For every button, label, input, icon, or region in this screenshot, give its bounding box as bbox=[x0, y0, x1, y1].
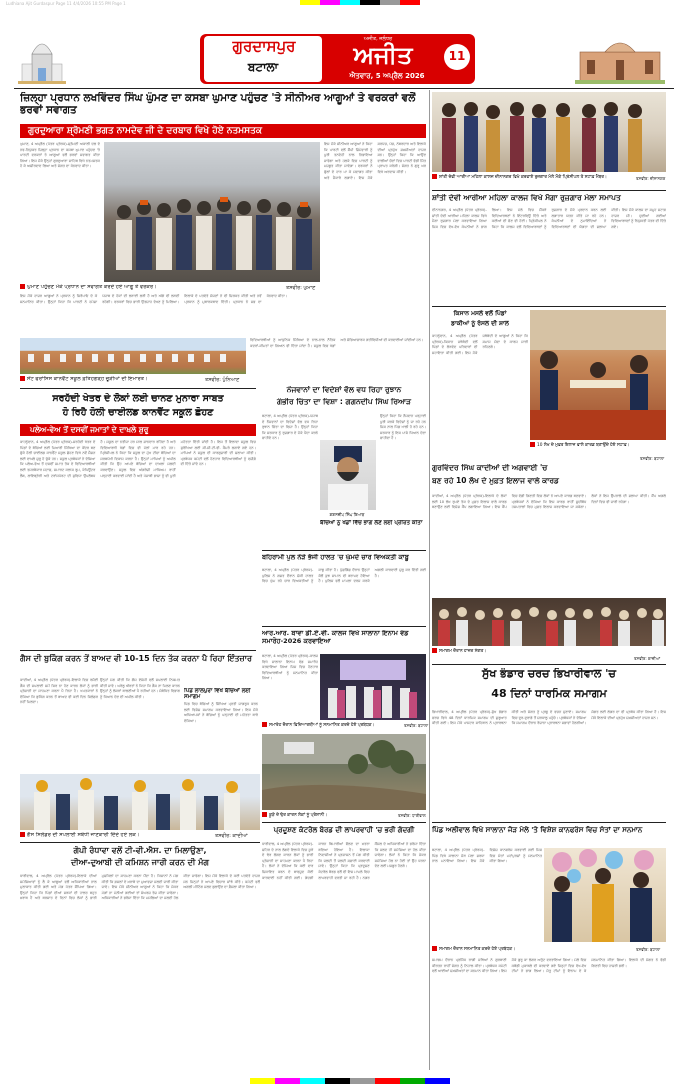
caption-marker-icon bbox=[262, 812, 267, 817]
color-swatch-strip bbox=[300, 0, 420, 5]
school-strip-caption: ਸੇਂਟ ਫਰਾਂਸਿਸ ਕਾਨਵੈਂਟ ਸਕੂਲ ਫ਼ਤਿਹਗੜ੍ਹ ਚੂੜੀਆਂ ਦੀ ਇਮਾਰਤ। bbox=[20, 376, 200, 384]
aid-headline-1: ਕਿਸਾਨ ਮਸਲੇ ਵਲੋਂ ਪਿੰਡਾਂ bbox=[453, 310, 507, 317]
samagam-body: ਭਿਖਾਰੀਵਾਲ, 4 ਅਪ੍ਰੈਲ (ਪੱਤਰ ਪ੍ਰੇਰਕ)-ਸੁੱਖ ਭੰਡਾਰ ਚਰਚ ਵਿਖੇ 48 ਦਿਨਾਂ ਧਾਰਮਿਕ ਸਮਾਗਮ ਦੀ ਸ਼ੁਰੂਆਤ ਕੀਤੀ ਗਈ। ਇਸ ਮੌਕੇ ਪਾਸਟਰ ਸਾਹਿਬਾਨ ਨੇ ਪ੍ਰਾਰਥਨਾ ਕੀਤੀ ਅਤੇ ਸੰਗਤ ਨੂੰ ਪ੍ਰਭੂ ਦੇ ਵਚਨ ਸੁਣਾਏ। ਸਮਾਗਮ ਵਿਚ ਦੂਰ-ਦੁਰਾਡੇ ਤੋਂ ਸ਼ਰਧਾਲੂ ਪਹੁੰਚੇ। ਪ੍ਰਬੰਧਕਾਂ ਨੇ ਦੱਸਿਆ ਕਿ ਸਮਾਗਮ ਦੌਰਾਨ ਰੋਜ਼ਾਨਾ ਪ੍ਰਾਰਥਨਾ ਸਭਾਵਾਂ ਹੋਣਗੀਆਂ। ਸੰਗਤ ਲਈ ਲੰਗਰ ਦਾ ਵੀ ਪ੍ਰਬੰਧ ਕੀਤਾ ਗਿਆ ਹੈ। ਇਸ ਮੌਕੇ ਇਲਾਕੇ ਦੀਆਂ ਪ੍ਰਮੁੱਖ ਸ਼ਖ਼ਸੀਅਤਾਂ ਹਾਜ਼ਰ ਸਨ। bbox=[432, 710, 666, 726]
club-headline-2: ਦੀਆ-ਦੁਆਬੀ ਦੀ ਕਮਿਸ਼ਨ ਜਾਰੀ ਕਰਨ ਦੀ ਮੰਗ bbox=[71, 858, 209, 867]
masthead-date: ਐਤਵਾਰ, 5 ਅਪ੍ਰੈਲ 2026 bbox=[349, 72, 425, 80]
crowd-caption: ਸਮਾਗਮ ਦੌਰਾਨ ਹਾਜ਼ਰ ਸੰਗਤ। bbox=[432, 648, 612, 656]
drain-credit: ਤਸਵੀਰ: ਧਾਰੀਵਾਲ bbox=[398, 813, 426, 818]
gas-photo bbox=[20, 774, 260, 830]
caption-marker-icon bbox=[20, 284, 25, 289]
road-body: ਬਟਾਲਾ, 4 ਅਪ੍ਰੈਲ (ਪੱਤਰ ਪ੍ਰੇਰਕ)-ਪੁਲਿਸ ਨੇ ਗਸ਼ਤ ਦੌਰਾਨ ਸ਼ੱਕੀ ਹਾਲਤ ਵਿਚ ਘੁੰਮ ਰਹੇ ਚਾਰ ਵਿਅਕਤੀਆਂ ਨੂੰ ਕਾਬੂ ਕੀਤਾ ਹੈ। ਪੁੱਛਗਿੱਛ ਦੌਰਾਨ ਉਨ੍ਹਾਂ ਕੋਲੋਂ ਕੁਝ ਸਾਮਾਨ ਵੀ ਬਰਾਮਦ ਹੋਇਆ ਹੈ। ਪੁਲਿਸ ਵਲੋਂ ਮਾਮਲਾ ਦਰਜ ਕਰਕੇ ਅਗਲੀ ਕਾਰਵਾਈ ਸ਼ੁਰੂ ਕਰ ਦਿੱਤੀ ਗਈ ਹੈ। bbox=[262, 568, 426, 584]
book-body-bottom: ਸਮਾਗਮ ਦੌਰਾਨ ਪ੍ਰਸਿੱਧ ਰਾਗੀ ਜਥਿਆਂ ਨੇ ਗੁਰਬਾਣੀ ਕੀਰਤਨ ਰਾਹੀਂ ਸੰਗਤ ਨੂੰ ਨਿਹਾਲ ਕੀਤਾ। ਪ੍ਰਬੰਧਕ ਕਮੇਟੀ ਵਲੋਂ ਆਈਆਂ ਸ਼ਖ਼ਸੀਅਤਾਂ ਦਾ ਸਨਮਾਨ ਕੀਤਾ ਗਿਆ। ਇਸ ਮੌਕੇ ਗੁਰੂ ਕਾ ਲੰਗਰ ਅਤੁੱਟ ਵਰਤਾਇਆ ਗਿਆ। ਮੇਲੇ ਵਿਚ ਕਬੱਡੀ ਮੁਕਾਬਲੇ ਵੀ ਕਰਵਾਏ ਗਏ ਜਿਨ੍ਹਾਂ ਵਿਚ ਵੱਖ-ਵੱਖ ਟੀਮਾਂ ਨੇ ਭਾਗ ਲਿਆ। ਜੇਤੂ ਟੀਮਾਂ ਨੂੰ ਇਨਾਮ ਦੇ ਕੇ ਸਨਮਾਨਿਤ ਕੀਤਾ ਗਿਆ। ਇਲਾਕੇ ਦੀ ਸੰਗਤ ਨੇ ਵੱਡੀ ਗਿਣਤੀ ਵਿਚ ਹਾਜ਼ਰੀ ਭਰੀ। bbox=[432, 958, 666, 974]
lead-photo-credit: ਤਸਵੀਰ: ਘੁਮਾਣ bbox=[286, 285, 316, 291]
gas-photo-caption: ਗੈਸ ਸਿਲੰਡਰ ਦੀ ਸਪਲਾਈ ਸਬੰਧੀ ਜਾਣਕਾਰੀ ਦਿੰਦੇ ਹੋਏ ਲੋਕ। bbox=[20, 832, 210, 840]
gas-body-mid: ਉਨ੍ਹਾਂ ਮੰਗ ਕੀਤੀ ਕਿ ਗੈਸ ਏਜੰਸੀ ਵਲੋਂ ਸਪਲਾਈ ਨਿਯਮਤ ਕੀਤੀ ਜਾਵੇ। ਘਰੇਲੂ ਔਰਤਾਂ ਨੇ ਕਿਹਾ ਕਿ ਗੈਸ ਨਾ ਮਿਲਣ ਕਾਰਨ ਉਨ੍ਹਾਂ ਨੂੰ ਲੱਕੜਾਂ ਬਾਲਣੀਆਂ ਪੈ ਰਹੀਆਂ ਹਨ। ਸੰਬੰਧਿਤ ਵਿਭਾਗ ਨੂੰ ਧਿਆਨ ਦੇਣ ਦੀ ਅਪੀਲ ਕੀਤੀ। bbox=[100, 678, 180, 699]
gas-body-left: ਕਾਦੀਆਂ, 4 ਅਪ੍ਰੈਲ (ਪੱਤਰ ਪ੍ਰੇਰਕ)-ਇਲਾਕੇ ਵਿਚ ਰਸੋਈ ਗੈਸ ਦੀ ਸਪਲਾਈ ਸਮੇਂ ਸਿਰ ਨਾ ਹੋਣ ਕਾਰਨ ਲੋਕਾਂ ਨੂੰ ਭਾਰੀ ਪ੍ਰੇਸ਼ਾਨੀ ਦਾ ਸਾਹਮਣਾ ਕਰਨਾ ਪੈ ਰਿਹਾ ਹੈ। ਖਪਤਕਾਰਾਂ ਨੇ ਦੱਸਿਆ ਕਿ ਬੁਕਿੰਗ ਕਰਨ ਤੋਂ ਬਾਅਦ ਵੀ ਕਈ ਦਿਨ ਸਿਲੰਡਰ ਨਹੀਂ ਮਿਲਦਾ। bbox=[20, 678, 98, 705]
college-photo bbox=[432, 92, 666, 172]
lead-photo-caption: ਘੁਮਾਣ ਪਹੁੰਚਣ ਮੌਕੇ ਪ੍ਰਧਾਨ ਦਾ ਸਵਾਗਤ ਕਰਦੇ ਹੋਏ ਆਗੂ ਤੇ ਵਰਕਰ। bbox=[20, 284, 280, 292]
masthead-city-sub: ਬਟਾਲਾ bbox=[247, 60, 279, 74]
school-subhead: ਪਲੇਅ-ਵੇਅ ਤੋਂ ਦਸਵੀਂ ਜਮਾਤਾਂ ਦੇ ਦਾਖ਼ਲੇ ਸ਼ੁਰੂ bbox=[20, 424, 256, 436]
book-photo bbox=[544, 848, 666, 942]
masthead-edition: ਅਜੀਤ, ਜਲੰਧਰ bbox=[363, 36, 393, 42]
fest-photo-credit: ਤਸਵੀਰ: ਬਟਾਲਾ bbox=[404, 723, 429, 728]
lead-subhead: ਗੁਰਦੁਆਰਾ ਸ਼੍ਰੋਮਣੀ ਭਗਤ ਨਾਮਦੇਵ ਜੀ ਦੇ ਦਰਬਾਰ ਵਿਖੇ ਹੋਏ ਨਤਮਸਤਕ bbox=[20, 124, 426, 138]
gurdwara-credit: ਤਸਵੀਰ: ਬਟਾਲਾ bbox=[640, 456, 665, 461]
mid-column-body-top: ਵਿਦਿਆਰਥੀਆਂ ਨੂੰ ਆਧੁਨਿਕ ਸਿੱਖਿਆ ਦੇ ਨਾਲ-ਨਾਲ ਨੈਤਿਕ ਕਦਰਾਂ-ਕੀਮਤਾਂ ਦਾ ਗਿਆਨ ਵੀ ਦਿੱਤਾ ਜਾਂਦਾ ਹੈ। ਸਕੂਲ ਵਿਚ ਖੇਡਾਂ ਅਤੇ ਸੱਭਿਆਚਾਰਕ ਗਤੀਵਿਧੀਆਂ ਵੀ ਕਰਵਾਈਆਂ ਜਾਂਦੀਆਂ ਹਨ। bbox=[250, 338, 424, 348]
masthead-banner bbox=[200, 34, 475, 84]
school-headline-2: ਹੋ ਰਿਹੈ ਹੋਲੀ ਚਾਈਲਡ ਕਾਨਵੈਂਟ ਸਕੂਲ ਛੋਹਣ bbox=[62, 407, 214, 418]
portrait-caption: ਗਗਨਦੀਪ ਸਿੰਘ ਰਿਆੜ bbox=[329, 512, 365, 517]
temple-illustration-left bbox=[18, 34, 66, 84]
lead-body-right: ਇਸ ਮੌਕੇ ਸੀਨੀਅਰ ਆਗੂਆਂ ਨੇ ਕਿਹਾ ਕਿ ਪਾਰਟੀ ਵਲੋਂ ਸੌਂਪੀ ਜ਼ਿੰਮੇਵਾਰੀ ਨੂੰ ਪੂਰੀ ਤਨਦੇਹੀ ਨਾਲ ਨਿਭਾਇਆ ਜਾਵੇਗਾ ਅਤੇ ਹਲਕੇ ਵਿਚ ਪਾਰਟੀ ਨੂੰ ਮਜ਼ਬੂਤ ਕੀਤਾ ਜਾਵੇਗਾ। ਵਰਕਰਾਂ ਨੇ ਫੁੱਲਾਂ ਦੇ ਹਾਰ ਪਾ ਕੇ ਸਵਾਗਤ ਕੀਤਾ ਅਤੇ ਜੈਕਾਰੇ ਲਗਾਏ। ਇਸ ਮੌਕੇ ਸਰਪੰਚ, ਪੰਚ, ਨੰਬਰਦਾਰ ਅਤੇ ਇਲਾਕੇ ਦੀਆਂ ਪ੍ਰਮੁੱਖ ਸ਼ਖ਼ਸੀਅਤਾਂ ਹਾਜ਼ਰ ਸਨ। ਉਨ੍ਹਾਂ ਕਿਹਾ ਕਿ ਆਉਣ ਵਾਲੀਆਂ ਚੋਣਾਂ ਵਿਚ ਪਾਰਟੀ ਵੱਡੀ ਜਿੱਤ ਪ੍ਰਾਪਤ ਕਰੇਗੀ। ਸੰਗਤ ਨੇ ਗੁਰੂ ਘਰ ਵਿਖੇ ਅਰਦਾਸ ਕੀਤੀ। bbox=[324, 142, 426, 180]
crowd-credit: ਤਸਵੀਰ: ਕਾਦੀਆਂ bbox=[634, 656, 661, 661]
divider bbox=[20, 650, 256, 651]
mid-body-left: ਬਟਾਲਾ, 4 ਅਪ੍ਰੈਲ (ਪੱਤਰ ਪ੍ਰੇਰਕ)-ਪੰਜਾਬ ਦੇ ਨੌਜਵਾਨਾਂ ਦਾ ਵਿਦੇਸ਼ਾਂ ਵੱਲ ਵਧ ਰਿਹਾ ਰੁਝਾਨ ਚਿੰਤਾ ਦਾ ਵਿਸ਼ਾ ਹੈ। ਉਨ੍ਹਾਂ ਕਿਹਾ ਕਿ ਸਰਕਾਰ ਨੂੰ ਰੁਜ਼ਗਾਰ ਦੇ ਮੌਕੇ ਪੈਦਾ ਕਰਨੇ ਚਾਹੀਦੇ ਹਨ। bbox=[262, 414, 318, 441]
lead-body-bottom: ਇਸ ਮੌਕੇ ਹਾਜ਼ਰ ਆਗੂਆਂ ਨੇ ਪ੍ਰਧਾਨ ਨੂੰ ਸਿਰੋਪਾਓ ਦੇ ਕੇ ਸਨਮਾਨਿਤ ਕੀਤਾ। ਉਨ੍ਹਾਂ ਕਿਹਾ ਕਿ ਪਾਰਟੀ ਨੇ ਹਮੇਸ਼ਾ ਪੰਜਾਬ ਦੇ ਹੱਕਾਂ ਦੀ ਲੜਾਈ ਲੜੀ ਹੈ ਅਤੇ ਅੱਗੇ ਵੀ ਲੜਦੀ ਰਹੇਗੀ। ਵਰਕਰਾਂ ਵਿਚ ਭਾਰੀ ਉਤਸ਼ਾਹ ਦੇਖਣ ਨੂੰ ਮਿਲਿਆ। ਇਲਾਕੇ ਦੇ ਪਤਵੰਤੇ ਸੱਜਣਾਂ ਨੇ ਵੀ ਸ਼ਿਰਕਤ ਕੀਤੀ ਅਤੇ ਨਵੇਂ ਪ੍ਰਧਾਨ ਨੂੰ ਮੁਬਾਰਕਬਾਦ ਦਿੱਤੀ। ਪ੍ਰਧਾਨ ਨੇ ਸਭ ਦਾ ਧੰਨਵਾਦ ਕੀਤਾ। bbox=[20, 294, 288, 304]
caption-marker-icon bbox=[432, 174, 437, 179]
fest-body-left: ਬਟਾਲਾ, 4 ਅਪ੍ਰੈਲ (ਪੱਤਰ ਪ੍ਰੇਰਕ)-ਕਾਲਜ ਵਿਖੇ ਸਾਲਾਨਾ ਇਨਾਮ ਵੰਡ ਸਮਾਰੋਹ ਕਰਵਾਇਆ ਗਿਆ ਜਿਸ ਵਿਚ ਹੋਣਹਾਰ ਵਿਦਿਆਰਥੀਆਂ ਨੂੰ ਸਨਮਾਨਿਤ ਕੀਤਾ ਗਿਆ। bbox=[262, 654, 318, 681]
teacher-body: ਪਿੰਡ ਵਿਚ ਬੱਚਿਆਂ ਨੂੰ ਸਿੱਖਿਆ ਪ੍ਰਤੀ ਜਾਗਰੂਕ ਕਰਨ ਲਈ ਵਿਸ਼ੇਸ਼ ਸਮਾਗਮ ਕਰਵਾਇਆ ਗਿਆ। ਇਸ ਮੌਕੇ ਅਧਿਆਪਕਾਂ ਨੇ ਬੱਚਿਆਂ ਨੂੰ ਪੜ੍ਹਾਈ ਦੀ ਮਹੱਤਤਾ ਬਾਰੇ ਦੱਸਿਆ। bbox=[184, 702, 258, 723]
divider bbox=[432, 306, 666, 307]
college-photo-credit: ਤਸਵੀਰ: ਦੀਨਾਨਗਰ bbox=[636, 176, 666, 181]
masthead-rule bbox=[14, 88, 674, 89]
card-headline-2: ਬਣ ਰਹੇ 10 ਲੱਖ ਦੇ ਮੁਫ਼ਤ ਇਲਾਜ ਵਾਲੇ ਕਾਰਡ bbox=[432, 477, 559, 485]
masthead-city: ਗੁਰਦਾਸਪੁਰ bbox=[232, 38, 296, 55]
book-body: ਬਟਾਲਾ, 4 ਅਪ੍ਰੈਲ (ਪੱਤਰ ਪ੍ਰੇਰਕ)-ਪਿੰਡ ਵਿਖੇ ਸਾਲਾਨਾ ਜੋੜ ਮੇਲਾ ਸ਼ਰਧਾ ਨਾਲ ਮਨਾਇਆ ਗਿਆ। ਇਸ ਮੌਕੇ ਵਿਸ਼ੇਸ਼ ਕਾਨਫਰੰਸ ਕਰਵਾਈ ਗਈ ਜਿਸ ਵਿਚ ਸੰਤਾਂ ਮਹਾਂਪੁਰਸ਼ਾਂ ਨੂੰ ਸਨਮਾਨਿਤ ਕੀਤਾ ਗਿਆ। bbox=[432, 848, 542, 864]
divider bbox=[262, 550, 426, 551]
school-building-photo bbox=[20, 338, 246, 374]
divider bbox=[20, 388, 256, 389]
mid-body-right: ਉਨ੍ਹਾਂ ਕਿਹਾ ਕਿ ਨੌਜਵਾਨ ਪੜ੍ਹਾਈ ਪੂਰੀ ਕਰਕੇ ਵਿਦੇਸ਼ਾਂ ਨੂੰ ਜਾ ਰਹੇ ਹਨ ਜਿਸ ਨਾਲ ਪਿੰਡ ਖਾਲੀ ਹੋ ਰਹੇ ਹਨ। ਸਰਕਾਰ ਨੂੰ ਇਸ ਪਾਸੇ ਧਿਆਨ ਦੇਣਾ ਚਾਹੀਦਾ ਹੈ। bbox=[380, 414, 426, 441]
column-divider bbox=[429, 90, 430, 1070]
gas-photo-credit: ਤਸਵੀਰ: ਕਾਦੀਆਂ bbox=[215, 833, 248, 839]
samagam-headline-1: ਸੁੱਖ ਭੰਡਾਰ ਚਰਚ ਭਿਖਾਰੀਵਾਲ 'ਚ bbox=[482, 668, 616, 680]
caption-marker-icon bbox=[20, 376, 25, 381]
drain-caption: ਕੂੜੇ ਦੇ ਢੇਰ ਕਾਰਨ ਲੋਕਾਂ ਨੂੰ ਪ੍ਰੇਸ਼ਾਨੀ। bbox=[262, 812, 392, 820]
fest-headline: ਆਰ.ਆਰ. ਬਾਵਾ ਡੀ.ਏ.ਵੀ. ਕਾਲਜ ਵਿਖੇ ਸਾਲਾਨਾ ਇਨਾਮ ਵੰਡ ਸਮਾਰੋਹ-2026 ਕਰਵਾਇਆ bbox=[262, 630, 409, 645]
portrait-photo bbox=[320, 440, 376, 510]
quote-headline: ਬੱਚਿਆਂ ਨੂੰ ਖੇਡਾਂ ਵਿੱਚ ਭਾਗ ਲੈਣ ਲਈ ਪ੍ਰੇਰਿਤ ਕੀਤਾ bbox=[320, 520, 423, 526]
caption-marker-icon bbox=[262, 722, 267, 727]
print-line: Ludhiana Ajit Gurdaspur Page 11 4/4/2026 10:55 PM Page 1 bbox=[6, 1, 126, 6]
school-headline-1: ਸਰਹੱਦੀ ਖੇਤਰ ਦੇ ਲੋਕਾਂ ਲਈ ਚਾਨਣ ਮੁਨਾਰਾ ਸਾਬਤ bbox=[52, 393, 224, 404]
divider bbox=[262, 626, 426, 627]
mid-headline-1: ਨੌਜਵਾਨਾਂ ਦਾ ਵਿਦੇਸ਼ਾਂ ਵੱਲ ਵਧ ਰਿਹਾ ਰੁਝਾਨ bbox=[286, 386, 402, 394]
masthead bbox=[0, 26, 687, 88]
club-body: ਧਾਰੀਵਾਲ, 4 ਅਪ੍ਰੈਲ (ਪੱਤਰ ਪ੍ਰੇਰਕ)-ਇਲਾਕੇ ਦੀਆਂ ਸਮੱਸਿਆਵਾਂ ਨੂੰ ਲੈ ਕੇ ਆਗੂਆਂ ਵਲੋਂ ਅਧਿਕਾਰੀਆਂ ਨਾਲ ਮੁਲਾਕਾਤ ਕੀਤੀ ਗਈ ਅਤੇ ਮੰਗ ਪੱਤਰ ਸੌਂਪਿਆ ਗਿਆ। ਉਨ੍ਹਾਂ ਕਿਹਾ ਕਿ ਪਿੰਡਾਂ ਦੀਆਂ ਸੜਕਾਂ ਦੀ ਹਾਲਤ ਬਹੁਤ ਖ਼ਰਾਬ ਹੈ ਅਤੇ ਬਰਸਾਤ ਦੇ ਦਿਨਾਂ ਵਿਚ ਲੋਕਾਂ ਨੂੰ ਭਾਰੀ ਮੁਸ਼ਕਿਲਾਂ ਦਾ ਸਾਹਮਣਾ ਕਰਨਾ ਪੈਂਦਾ ਹੈ। ਕਿਸਾਨਾਂ ਨੇ ਮੰਗ ਕੀਤੀ ਕਿ ਫ਼ਸਲਾਂ ਦੇ ਖ਼ਰਾਬੇ ਦਾ ਮੁਆਵਜ਼ਾ ਜਲਦੀ ਜਾਰੀ ਕੀਤਾ ਜਾਵੇ। ਇਸ ਮੌਕੇ ਸੀਨੀਅਰ ਆਗੂਆਂ ਨੇ ਕਿਹਾ ਕਿ ਜੇਕਰ ਮੰਗਾਂ ਨਾ ਮੰਨੀਆਂ ਗਈਆਂ ਤਾਂ ਸੰਘਰਸ਼ ਤੇਜ਼ ਕੀਤਾ ਜਾਵੇਗਾ। ਅਧਿਕਾਰੀਆਂ ਨੇ ਭਰੋਸਾ ਦਿੱਤਾ ਕਿ ਮਸਲਿਆਂ ਦਾ ਜਲਦੀ ਹੱਲ ਕੀਤਾ ਜਾਵੇਗਾ। ਇਸ ਮੌਕੇ ਇਲਾਕੇ ਦੇ ਕਈ ਪਤਵੰਤੇ ਹਾਜ਼ਰ ਸਨ ਜਿਨ੍ਹਾਂ ਨੇ ਆਪਣੇ ਵਿਚਾਰ ਸਾਂਝੇ ਕੀਤੇ। ਕਮੇਟੀ ਵਲੋਂ ਅਗਲੀ ਮੀਟਿੰਗ ਜਲਦ ਬੁਲਾਉਣ ਦਾ ਫ਼ੈਸਲਾ ਕੀਤਾ ਗਿਆ। bbox=[20, 874, 260, 901]
fest-photo bbox=[320, 654, 426, 720]
divider bbox=[20, 842, 260, 843]
aid-body: ਕਾਹਨੂੰਵਾਨ, 4 ਅਪ੍ਰੈਲ (ਪੱਤਰ ਪ੍ਰੇਰਕ)-ਕਿਸਾਨ ਜਥੇਬੰਦੀ ਵਲੋਂ ਪਿੰਡਾਂ ਦੇ ਲੋੜਵੰਦ ਪਰਿਵਾਰਾਂ ਦੀ ਸਹਾਇਤਾ ਕੀਤੀ ਗਈ। ਇਸ ਮੌਕੇ ਜਥੇਬੰਦੀ ਦੇ ਆਗੂਆਂ ਨੇ ਕਿਹਾ ਕਿ ਸਮਾਜ ਸੇਵਾ ਦੇ ਕਾਰਜ ਜਾਰੀ ਰਹਿਣਗੇ। bbox=[432, 334, 528, 355]
lead-body-intro: ਘੁਮਾਣ, 4 ਅਪ੍ਰੈਲ (ਪੱਤਰ ਪ੍ਰੇਰਕ)-ਸ਼੍ਰੋਮਣੀ ਅਕਾਲੀ ਦਲ ਦੇ ਨਵ-ਨਿਯੁਕਤ ਜ਼ਿਲ੍ਹਾ ਪ੍ਰਧਾਨ ਦਾ ਕਸਬਾ ਘੁਮਾਣ ਪਹੁੰਚਣ 'ਤੇ ਪਾਰਟੀ ਵਰਕਰਾਂ ਤੇ ਆਗੂਆਂ ਵਲੋਂ ਭਰਵਾਂ ਸਵਾਗਤ ਕੀਤਾ ਗਿਆ। ਇਸ ਮੌਕੇ ਉਨ੍ਹਾਂ ਗੁਰਦੁਆਰਾ ਸਾਹਿਬ ਵਿਖੇ ਨਤਮਸਤਕ ਹੋ ਕੇ ਅਸ਼ੀਰਵਾਦ ਲਿਆ ਅਤੇ ਸੰਗਤ ਦਾ ਧੰਨਵਾਦ ਕੀਤਾ। bbox=[20, 142, 100, 169]
gurdwara-caption: 10 ਲੱਖ ਦੇ ਮੁਫ਼ਤ ਇਲਾਜ ਵਾਲੇ ਕਾਰਡ ਬਣਾਉਂਦੇ ਹੋਏ ਸਟਾਫ਼। bbox=[530, 442, 666, 456]
book-credit: ਤਸਵੀਰ: ਬਟਾਲਾ bbox=[636, 947, 661, 952]
caption-marker-icon bbox=[432, 946, 437, 951]
drain-photo bbox=[262, 734, 426, 810]
crowd-photo bbox=[432, 598, 666, 646]
bottom-color-swatch-strip bbox=[250, 1078, 450, 1084]
building-illustration-right bbox=[575, 34, 665, 84]
card-body: ਕਾਦੀਆਂ, 4 ਅਪ੍ਰੈਲ (ਪੱਤਰ ਪ੍ਰੇਰਕ)-ਇਲਾਕੇ ਦੇ ਲੋਕਾਂ ਲਈ 10 ਲੱਖ ਰੁਪਏ ਤੱਕ ਦੇ ਮੁਫ਼ਤ ਇਲਾਜ ਵਾਲੇ ਕਾਰਡ ਬਣਾਉਣ ਲਈ ਵਿਸ਼ੇਸ਼ ਕੈਂਪ ਲਗਾਇਆ ਗਿਆ। ਇਸ ਕੈਂਪ ਵਿਚ ਵੱਡੀ ਗਿਣਤੀ ਵਿਚ ਲੋਕਾਂ ਨੇ ਆਪਣੇ ਕਾਰਡ ਬਣਵਾਏ। ਪ੍ਰਬੰਧਕਾਂ ਨੇ ਦੱਸਿਆ ਕਿ ਇਸ ਕਾਰਡ ਰਾਹੀਂ ਸੂਚੀਬੱਧ ਹਸਪਤਾਲਾਂ ਵਿਚ ਮੁਫ਼ਤ ਇਲਾਜ ਕਰਵਾਇਆ ਜਾ ਸਕੇਗਾ। ਲੋਕਾਂ ਨੇ ਇਸ ਉਪਰਾਲੇ ਦੀ ਸ਼ਲਾਘਾ ਕੀਤੀ। ਕੈਂਪ ਅਗਲੇ ਦਿਨਾਂ ਵਿਚ ਵੀ ਜਾਰੀ ਰਹੇਗਾ। bbox=[432, 494, 666, 510]
book-caption: ਸਮਾਗਮ ਦੌਰਾਨ ਸਨਮਾਨਿਤ ਕਰਦੇ ਹੋਏ ਪ੍ਰਬੰਧਕ। bbox=[432, 946, 632, 954]
caption-marker-icon bbox=[530, 442, 535, 447]
gurdwara-photo bbox=[530, 310, 666, 440]
college-body: ਦੀਨਾਨਗਰ, 4 ਅਪ੍ਰੈਲ (ਪੱਤਰ ਪ੍ਰੇਰਕ)-ਸ਼ਾਂਤੀ ਦੇਵੀ ਆਰੀਆ ਮਹਿਲਾ ਕਾਲਜ ਵਿਖੇ ਮੈਗਾ ਰੁਜ਼ਗਾਰ ਮੇਲਾ ਕਰਵਾਇਆ ਗਿਆ ਜਿਸ ਵਿਚ ਵੱਖ-ਵੱਖ ਕੰਪਨੀਆਂ ਨੇ ਭਾਗ ਲਿਆ। ਇਸ ਮੇਲੇ ਵਿਚ ਸੈਂਕੜੇ ਵਿਦਿਆਰਥਣਾਂ ਨੇ ਇੰਟਰਵਿਊ ਦਿੱਤੇ ਅਤੇ ਕਈਆਂ ਦੀ ਚੋਣ ਵੀ ਹੋਈ। ਪ੍ਰਿੰਸੀਪਲ ਨੇ ਕਿਹਾ ਕਿ ਕਾਲਜ ਵਲੋਂ ਵਿਦਿਆਰਥਣਾਂ ਨੂੰ ਰੁਜ਼ਗਾਰ ਦੇ ਮੌਕੇ ਪ੍ਰਦਾਨ ਕਰਨ ਲਈ ਲਗਾਤਾਰ ਯਤਨ ਕੀਤੇ ਜਾ ਰਹੇ ਹਨ। ਕੰਪਨੀਆਂ ਦੇ ਨੁਮਾਇੰਦਿਆਂ ਨੇ ਵਿਦਿਆਰਥਣਾਂ ਦੀ ਯੋਗਤਾ ਦੀ ਸ਼ਲਾਘਾ ਕੀਤੀ। ਇਸ ਮੌਕੇ ਕਾਲਜ ਦਾ ਸਮੂਹ ਸਟਾਫ਼ ਹਾਜ਼ਰ ਸੀ। ਚੁਣੀਆਂ ਗਈਆਂ ਵਿਦਿਆਰਥਣਾਂ ਨੂੰ ਨਿਯੁਕਤੀ ਪੱਤਰ ਵੀ ਦਿੱਤੇ ਗਏ। bbox=[432, 208, 666, 229]
lead-photo bbox=[104, 142, 320, 282]
school-body: ਕਾਹਨੂੰਵਾਨ, 4 ਅਪ੍ਰੈਲ (ਪੱਤਰ ਪ੍ਰੇਰਕ)-ਸਰਹੱਦੀ ਖੇਤਰ ਦੇ ਪਿੰਡਾਂ ਦੇ ਬੱਚਿਆਂ ਲਈ ਮਿਆਰੀ ਸਿੱਖਿਆ ਦਾ ਕੇਂਦਰ ਬਣ ਚੁੱਕੇ ਹੋਲੀ ਚਾਈਲਡ ਕਾਨਵੈਂਟ ਸਕੂਲ ਛੋਹਣ ਵਿਖੇ ਨਵੇਂ ਸੈਸ਼ਨ ਲਈ ਦਾਖ਼ਲੇ ਸ਼ੁਰੂ ਹੋ ਚੁੱਕੇ ਹਨ। ਸਕੂਲ ਪ੍ਰਬੰਧਕਾਂ ਨੇ ਦੱਸਿਆ ਕਿ ਪਲੇਅ-ਵੇਅ ਤੋਂ ਦਸਵੀਂ ਜਮਾਤ ਤੱਕ ਦੇ ਵਿਦਿਆਰਥੀਆਂ ਲਈ ਤਜਰਬੇਕਾਰ ਸਟਾਫ਼, ਸਮਾਰਟ ਕਲਾਸ ਰੂਮ, ਕੰਪਿਊਟਰ ਲੈਬ, ਲਾਇਬ੍ਰੇਰੀ ਅਤੇ ਟਰਾਂਸਪੋਰਟ ਦੀ ਸੁਵਿਧਾ ਉਪਲੱਬਧ ਹੈ। ਸਕੂਲ ਦਾ ਨਤੀਜਾ ਹਰ ਸਾਲ ਸ਼ਾਨਦਾਰ ਰਹਿੰਦਾ ਹੈ ਅਤੇ ਵਿਦਿਆਰਥੀ ਖੇਡਾਂ ਵਿਚ ਵੀ ਮੱਲਾਂ ਮਾਰ ਰਹੇ ਹਨ। ਪ੍ਰਿੰਸੀਪਲ ਨੇ ਕਿਹਾ ਕਿ ਸਕੂਲ ਦਾ ਮੁੱਖ ਟੀਚਾ ਬੱਚਿਆਂ ਦਾ ਸਰਬਪੱਖੀ ਵਿਕਾਸ ਕਰਨਾ ਹੈ। ਉਨ੍ਹਾਂ ਮਾਪਿਆਂ ਨੂੰ ਅਪੀਲ ਕੀਤੀ ਕਿ ਉਹ ਆਪਣੇ ਬੱਚਿਆਂ ਦਾ ਦਾਖ਼ਲਾ ਜਲਦੀ ਕਰਵਾਉਣ। ਸਕੂਲ ਵਿਚ ਅੰਗਰੇਜ਼ੀ ਮਾਧਿਅਮ ਰਾਹੀਂ ਪੜ੍ਹਾਈ ਕਰਵਾਈ ਜਾਂਦੀ ਹੈ ਅਤੇ ਪੰਜਾਬੀ ਭਾਸ਼ਾ ਨੂੰ ਵੀ ਪੂਰੀ ਮਹੱਤਤਾ ਦਿੱਤੀ ਜਾਂਦੀ ਹੈ। ਇਸ ਤੋਂ ਇਲਾਵਾ ਸਕੂਲ ਵਿਚ ਸੁਰੱਖਿਆ ਲਈ ਸੀ.ਸੀ.ਟੀ.ਵੀ. ਕੈਮਰੇ ਲਗਾਏ ਗਏ ਹਨ। ਮਾਪਿਆਂ ਨੇ ਸਕੂਲ ਦੀ ਕਾਰਗੁਜ਼ਾਰੀ ਦੀ ਸ਼ਲਾਘਾ ਕੀਤੀ। ਪ੍ਰਬੰਧਕ ਕਮੇਟੀ ਵਲੋਂ ਹੋਣਹਾਰ ਵਿਦਿਆਰਥੀਆਂ ਨੂੰ ਵਜ਼ੀਫ਼ੇ ਵੀ ਦਿੱਤੇ ਜਾਂਦੇ ਹਨ। bbox=[20, 440, 256, 478]
school-strip-credit: ਤਸਵੀਰ: ਪੁੰਨਿਆਣ bbox=[205, 377, 240, 383]
caption-marker-icon bbox=[432, 648, 437, 653]
divider bbox=[432, 664, 666, 665]
club-headline-1: ਗੋਪੀ ਰੰਧਾਵਾ ਵਲੋਂ ਟੀ-ਵੀ.ਐਸ. ਦਾ ਮਿਲਾਉਣਾ, bbox=[73, 846, 207, 855]
pollution-body: ਧਾਰੀਵਾਲ, 4 ਅਪ੍ਰੈਲ (ਪੱਤਰ ਪ੍ਰੇਰਕ)-ਸ਼ਹਿਰ ਦੇ ਨਾਲ ਲੱਗਦੇ ਇਲਾਕੇ ਵਿਚ ਕੂੜੇ ਦੇ ਢੇਰ ਲੱਗਣ ਕਾਰਨ ਲੋਕਾਂ ਨੂੰ ਭਾਰੀ ਪ੍ਰੇਸ਼ਾਨੀ ਦਾ ਸਾਹਮਣਾ ਕਰਨਾ ਪੈ ਰਿਹਾ ਹੈ। ਲੋਕਾਂ ਨੇ ਦੱਸਿਆ ਕਿ ਕਈ ਵਾਰ ਸ਼ਿਕਾਇਤ ਕਰਨ ਦੇ ਬਾਵਜੂਦ ਕੋਈ ਕਾਰਵਾਈ ਨਹੀਂ ਕੀਤੀ ਗਈ। ਗੰਦਗੀ ਕਾਰਨ ਬਿਮਾਰੀਆਂ ਫੈਲਣ ਦਾ ਖ਼ਤਰਾ ਬਣਿਆ ਹੋਇਆ ਹੈ। ਇਲਾਕਾ ਨਿਵਾਸੀਆਂ ਨੇ ਪ੍ਰਸ਼ਾਸਨ ਤੋਂ ਮੰਗ ਕੀਤੀ ਕਿ ਜਲਦੀ ਤੋਂ ਜਲਦੀ ਸਫ਼ਾਈ ਕਰਵਾਈ ਜਾਵੇ। ਉਨ੍ਹਾਂ ਕਿਹਾ ਕਿ ਪ੍ਰਦੂਸ਼ਣ ਕੰਟਰੋਲ ਬੋਰਡ ਵਲੋਂ ਵੀ ਇਸ ਮਾਮਲੇ ਵਿਚ ਲਾਪਰਵਾਹੀ ਵਰਤੀ ਜਾ ਰਹੀ ਹੈ। ਨਗਰ ਕੌਂਸਲ ਦੇ ਅਧਿਕਾਰੀਆਂ ਨੇ ਭਰੋਸਾ ਦਿੱਤਾ ਕਿ ਜਲਦ ਹੀ ਸਮੱਸਿਆ ਦਾ ਹੱਲ ਕੀਤਾ ਜਾਵੇਗਾ। ਲੋਕਾਂ ਨੇ ਕਿਹਾ ਕਿ ਜੇਕਰ ਸਮੱਸਿਆ ਹੱਲ ਨਾ ਹੋਈ ਤਾਂ ਉਹ ਧਰਨਾ ਦੇਣ ਲਈ ਮਜਬੂਰ ਹੋਣਗੇ। bbox=[262, 842, 426, 880]
college-headline: ਸ਼ਾਂਤੀ ਦੇਵੀ ਆਰੀਆ ਮਹਿਲਾ ਕਾਲਜ ਵਿਖੇ ਮੈਗਾ ਰੁਜ਼ਗਾਰ ਮੇਲਾ ਸਮਾਪਤ bbox=[432, 194, 621, 202]
gas-headline: ਗੈਸ ਦੀ ਬੁਕਿੰਗ ਕਰਨ ਤੋਂ ਬਾਅਦ ਵੀ 10-15 ਦਿਨ ਤੱਕ ਕਰਨਾ ਪੈ ਰਿਹਾ ਇੰਤਜ਼ਾਰ bbox=[20, 654, 252, 663]
mid-headline-2: ਗੰਭੀਰ ਚਿੰਤਾ ਦਾ ਵਿਸ਼ਾ : ਗਗਨਦੀਪ ਸਿੰਘ ਰਿਆੜ bbox=[276, 398, 412, 406]
page-number: 11 bbox=[448, 49, 466, 63]
caption-marker-icon bbox=[20, 832, 25, 837]
pollution-headline: ਪ੍ਰਦੂਸ਼ਣ ਕੰਟਰੋਲ ਬੋਰਡ ਦੀ ਲਾਪਰਵਾਹੀ 'ਚ ਭਰੀ ਗੰਦਗੀ bbox=[273, 826, 415, 834]
lead-headline: ਜ਼ਿਲ੍ਹਾ ਪ੍ਰਧਾਨ ਲਖਵਿੰਦਰ ਸਿੰਘ ਘੁੰਮਣ ਦਾ ਕਸਬਾ ਘੁਮਾਣ ਪਹੁੰਚਣ 'ਤੇ ਸੀਨੀਅਰ ਆਗੂਆਂ ਤੇ ਵਰਕਰਾਂ ਵਲੋਂ ਭਰਵਾਂ ਸਵਾਗਤ bbox=[20, 92, 416, 117]
aid-headline-2: ਡਾਕੀਆਂ ਨੂੰ ਰੋਸਲ ਦੀ ਸ਼ਾਲ bbox=[451, 320, 509, 327]
teacher-headline: ਪਿੰਡ ਲਾਲਪੁਰਾ ਵਿਖੇ ਬੱਚਿਆਂ ਲਈ ਸਮਾਗਮ bbox=[184, 688, 251, 701]
road-headline: ਬਹਿਰਾਮੀ ਪੁਲ ਨੇੜੇ ਭੱਜੀ ਹਾਲਤ 'ਚ ਘੁੰਮਦੇ ਚਾਰ ਵਿਅਕਤੀ ਕਾਬੂ bbox=[262, 554, 409, 561]
fest-photo-caption: ਸਮਾਰੋਹ ਦੌਰਾਨ ਵਿਦਿਆਰਥੀਆਂ ਨੂੰ ਸਨਮਾਨਿਤ ਕਰਦੇ ਹੋਏ ਪ੍ਰਬੰਧਕ। bbox=[262, 722, 412, 730]
divider bbox=[262, 822, 426, 823]
card-headline-1: ਗੁਰਵਿੰਦਰ ਸਿੰਘ ਕਾਦੀਆਂ ਦੀ ਅਗਵਾਈ 'ਚ bbox=[432, 464, 548, 472]
masthead-paper-name: ਅਜੀਤ bbox=[353, 41, 413, 69]
college-photo-caption: ਸ਼ਾਂਤੀ ਦੇਵੀ ਆਰੀਆ ਮਹਿਲਾ ਕਾਲਜ ਦੀਨਾਨਗਰ ਵਿਖੇ ਕਰਵਾਏ ਰੁਜ਼ਗਾਰ ਮੇਲੇ ਮੌਕੇ ਪ੍ਰਿੰਸੀਪਲ ਤੇ ਸਟਾਫ਼ ਮੈਂਬਰ। bbox=[432, 174, 632, 188]
samagam-headline-2: 48 ਦਿਨਾਂ ਧਾਰਮਿਕ ਸਮਾਗਮ bbox=[491, 688, 607, 700]
divider bbox=[432, 822, 666, 823]
book-headline: ਪਿੰਡ ਅਲੀਵਾਲ ਵਿਖੇ ਸਾਲਾਨਾ ਜੋੜ ਮੇਲੇ 'ਤੇ ਵਿਸ਼ੇਸ਼ ਕਾਨਫਰੰਸ ਵਿਚ ਸੰਤਾਂ ਦਾ ਸਨਮਾਨ bbox=[432, 826, 643, 834]
divider bbox=[432, 190, 666, 191]
